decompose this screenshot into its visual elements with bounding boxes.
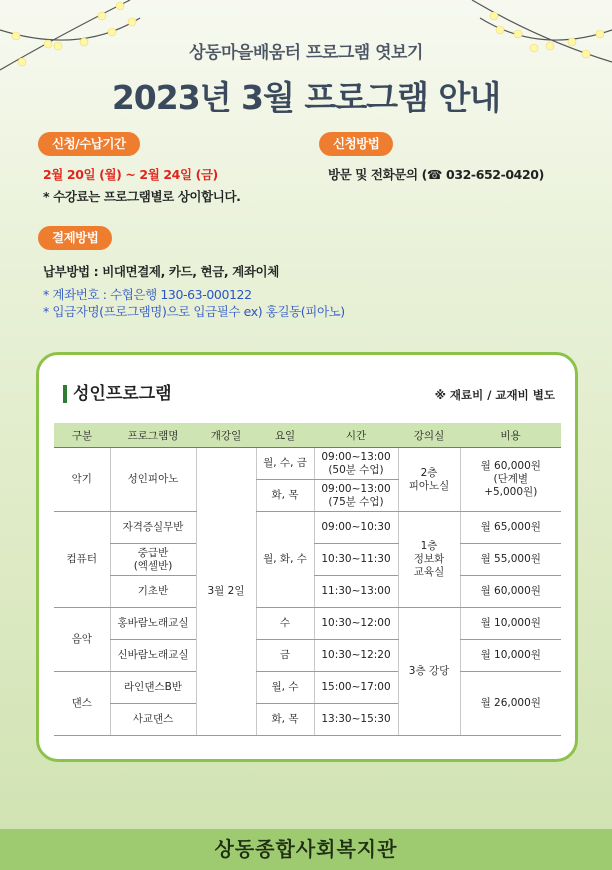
program-name-cell: 사교댄스 [110,704,196,736]
category-cell: 컴퓨터 [54,512,110,608]
time-cell: 09:00~13:00 (75분 수업) [314,480,398,512]
program-name-cell: 기초반 [110,576,196,608]
apply-period-badge: 신청/수납기간 [38,132,140,156]
column-header: 강의실 [398,423,460,448]
table-row [54,640,561,672]
table-row [54,448,561,480]
fee-note: * 수강료는 프로그램별로 상이합니다. [43,189,241,204]
program-name-cell: 신바람노래교실 [110,640,196,672]
time-cell: 09:00~13:00 (50분 수업) [314,448,398,480]
room-cell: 1층 정보화 교육실 [398,512,460,608]
cost-cell: 월 60,000원 [460,576,561,608]
days-cell: 화, 목 [256,480,314,512]
start-date-cell: 3월 2일 [196,448,256,736]
page-title: 2023년 3월 프로그램 안내 [111,78,501,117]
program-name-cell: 라인댄스B반 [110,672,196,704]
room-cell: 2층 피아노실 [398,448,460,512]
time-cell: 11:30~13:00 [314,576,398,608]
account-number: * 계좌번호 : 수협은행 130-63-000122 [43,287,252,302]
cost-cell: 월 10,000원 [460,640,561,672]
time-cell: 10:30~11:30 [314,544,398,576]
program-name-cell: 홍바람노래교실 [110,608,196,640]
days-cell: 금 [256,640,314,672]
time-cell: 09:00~10:30 [314,512,398,544]
payment-methods: 납부방법 : 비대면결제, 카드, 현금, 계좌이체 [43,264,279,279]
cost-cell: 월 26,000원 [460,672,561,736]
column-header: 개강일 [196,423,256,448]
cost-cell: 월 55,000원 [460,544,561,576]
days-cell: 수 [256,608,314,640]
organization-footer: 상동종합사회복지관 [0,829,612,870]
table-row [54,672,561,704]
apply-period-dates: 2월 20일 (월) ~ 2월 24일 (금) [43,167,218,182]
room-cell: 3층 강당 [398,608,460,736]
column-header: 요일 [256,423,314,448]
cost-cell: 월 60,000원 (단계별 +5,000원) [460,448,561,512]
category-cell: 악기 [54,448,110,512]
table-header-row [54,423,561,448]
time-cell: 10:30~12:00 [314,608,398,640]
payment-badge: 결제방법 [38,226,112,250]
time-cell: 15:00~17:00 [314,672,398,704]
material-fee-note: ※ 재료비 / 교재비 별도 [434,388,555,402]
deposit-note: * 입금자명(프로그램명)으로 입금필수 ex) 홍길동(피아노) [43,304,345,319]
days-cell: 월, 화, 수 [256,512,314,608]
cost-cell: 월 10,000원 [460,608,561,640]
category-cell: 댄스 [54,672,110,736]
program-name-cell: 중급반 (엑셀반) [110,544,196,576]
days-cell: 월, 수, 금 [256,448,314,480]
apply-method-badge: 신청방법 [319,132,393,156]
table-row [54,608,561,640]
table-row [54,512,561,544]
cost-cell: 월 65,000원 [460,512,561,544]
column-header: 비용 [460,423,561,448]
column-header: 시간 [314,423,398,448]
category-cell: 음악 [54,608,110,672]
program-name-cell: 자격증실무반 [110,512,196,544]
section-title: 성인프로그램 [63,385,172,403]
column-header: 프로그램명 [110,423,196,448]
days-cell: 월, 수 [256,672,314,704]
program-table [54,423,561,736]
time-cell: 10:30~12:20 [314,640,398,672]
program-name-cell: 성인피아노 [110,448,196,512]
page-subtitle: 상동마을배움터 프로그램 엿보기 [189,43,423,63]
adult-program-panel [36,352,578,762]
apply-method-text: 방문 및 전화문의 (☎ 032-652-0420) [328,167,544,182]
column-header: 구분 [54,423,110,448]
time-cell: 13:30~15:30 [314,704,398,736]
days-cell: 화, 목 [256,704,314,736]
